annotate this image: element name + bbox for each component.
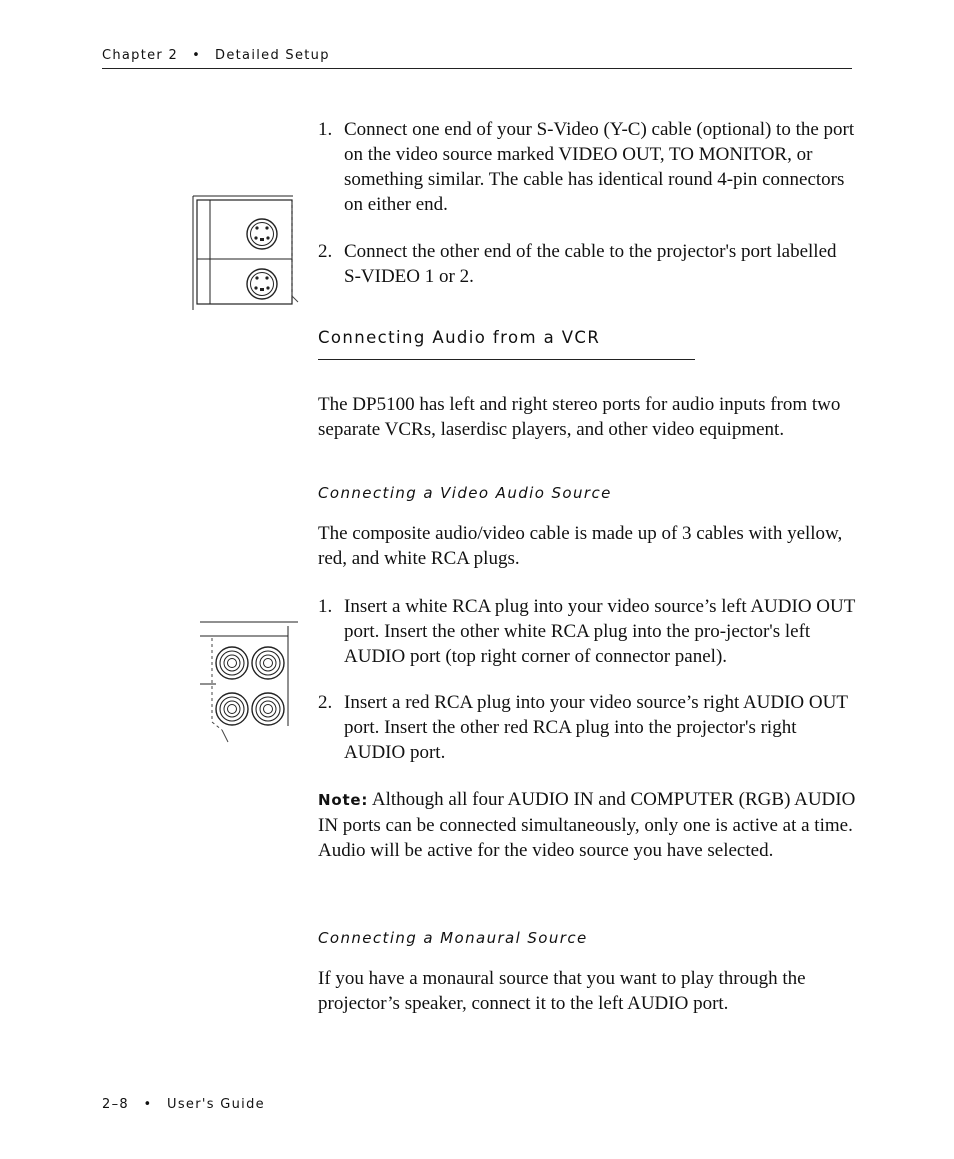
- svideo-port-1: [247, 219, 277, 249]
- step-text: Connect one end of your S-Video (Y-C) cable (optional) to the port on the video source marked VIDEO OUT, TO MONITOR, or something similar. The cable has identical round 4-pin connectors on either end.: [344, 119, 855, 215]
- step-number: 1.: [318, 596, 333, 617]
- rca-port-top-right: [252, 647, 284, 679]
- subheading-video-audio: Connecting a Video Audio Source: [318, 484, 612, 502]
- step-text: Connect the other end of the cable to the projector's port labelled S-VIDEO 1 or 2.: [344, 241, 837, 287]
- step-number: 2.: [318, 241, 333, 262]
- rca-port-bottom-right: [252, 693, 284, 725]
- step-number: 2.: [318, 692, 333, 713]
- section-heading-audio-vcr: Connecting Audio from a VCR: [318, 328, 695, 360]
- svideo-connector-illustration: [188, 192, 304, 312]
- subheading-monaural: Connecting a Monaural Source: [318, 929, 588, 947]
- rca-port-top-left: [216, 647, 248, 679]
- header-chapter: Chapter 2: [102, 48, 179, 63]
- rca-audio-connector-illustration: [198, 618, 298, 746]
- rca-port-bottom-left: [216, 693, 248, 725]
- footer-page-number: 2–8: [102, 1097, 129, 1112]
- video-audio-intro: The composite audio/video cable is made up of 3 cables with yellow, red, and white RCA plugs.: [318, 523, 843, 569]
- footer-guide: User's Guide: [167, 1097, 265, 1112]
- monaural-text: If you have a monaural source that you want to play through the projector’s speaker, connect it to the left AUDIO port.: [318, 968, 806, 1014]
- audio-vcr-intro: The DP5100 has left and right stereo ports for audio inputs from two separate VCRs, laserdisc players, and other video equipment.: [318, 394, 841, 440]
- running-footer: [102, 1096, 265, 1112]
- running-header: [102, 46, 852, 69]
- note-label: Note:: [318, 791, 369, 809]
- note-paragraph: [318, 787, 858, 863]
- step-number: 1.: [318, 119, 333, 140]
- step-text: Insert a red RCA plug into your video source’s right AUDIO OUT port. Insert the other red RCA plug into the projector's right AUDIO port.: [344, 692, 848, 763]
- footer-separator: •: [143, 1097, 153, 1112]
- header-separator: •: [192, 48, 202, 63]
- svideo-port-2: [247, 269, 277, 299]
- header-section: Detailed Setup: [215, 48, 330, 63]
- step-text: Insert a white RCA plug into your video source’s left AUDIO OUT port. Insert the other white RCA plug into the pro-jector's left AUDIO port (top right corner of connector panel).: [344, 596, 855, 667]
- note-text: Although all four AUDIO IN and COMPUTER (RGB) AUDIO IN ports can be connected simultaneously, only one is active at a time. Audio will be active for the video source you have selected.: [318, 789, 856, 861]
